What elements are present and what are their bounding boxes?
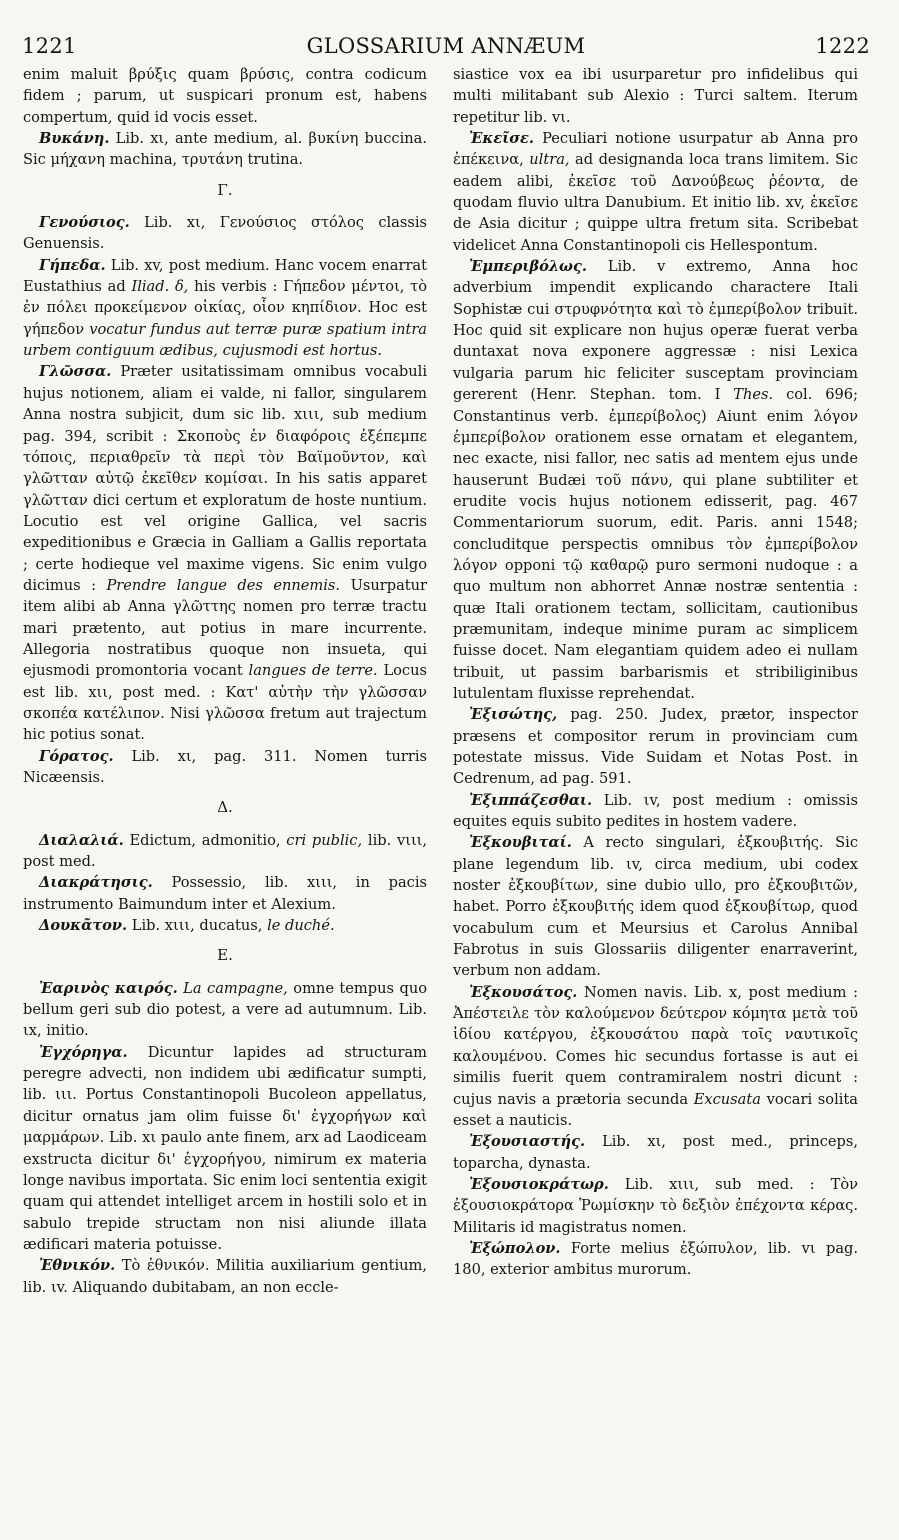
entry-continuation: enim maluit βρύξις quam βρύσις, contra codicum fidem ; parum, ut suspicari pronum est, habens compertum, quid id vocis esset. [23,66,427,126]
entry-enchorega: Ἐγχόρηγα. Dicuntur lapides ad structuram peregre advecti, non indidem ubi ædificatur sumpti, lib. ιιι. Portus Constantinopoli Bucoleon appellatus, dicitur ornatus jam olim fuisse δι' ἐγχορήγων καὶ μαρμάρων. Lib. xι paulo ante finem, arx ad Laodiceam exstructa dicitur δι' ἐγχορήγου, nimirum ex materia longe navibus importata. Sic enim loci sententia exigit quam qui attendet intelliget arcem in hostili solo et in sabulo trepide structam non nisi aliunde illata ædificari materia potuisse. [23,1043,427,1253]
entry-ethnikon: Ἐθνικόν. Τὸ ἐθνικόν. Militia auxiliarium gentium, lib. ιv. Aliquando dubitabam, an non eccle- [23,1257,427,1296]
headword: Ἐθνικόν. [39,1257,116,1275]
headword: Ἐγχόρηγα. [39,1043,128,1061]
entry-exousiokrator: Ἐξουσιοκράτωρ. Lib. xιιι, sub med. : Τὸν ἐξουσιοκράτορα Ῥωμίσκην τὸ δεξιὸν ἐπέχοντα κέρας. Militaris id magistratus nomen. [453,1175,858,1236]
headword: Βυκάνη. [39,130,110,148]
headword: Ἐξουσιοκράτωρ. [469,1175,609,1193]
headword: Ἐξιππάζεσθαι. [469,791,593,809]
entry-continuation: siastice vox ea ibi usurparetur pro infidelibus qui multi militabant sub Alexio : Turci saltem. Iterum repetitur lib. vι. [453,66,858,126]
left-column [23,64,427,1298]
entry-exisotes: Ἐξισώτης, pag. 250. Judex, prætor, inspector præsens et compositor rerum in provinciam cum potestate missus. Vide Suidam et Notas Post. in Cedrenum, ad pag. 591. [453,706,859,788]
headword: Ἐξισώτης, [469,706,558,724]
entry-doukaton: Δουκᾶτον. Lib. xιιι, ducatus, le duché. [39,917,335,935]
entry-exkousatos: Ἐξκουσάτος. Nomen navis. Lib. x, post medium : Ἀπέστειλε τὸν καλούμενον δεύτερον κόμητα μετὰ τοῦ ἰδίου κατέργου, ἐξκουσάτου παρὰ τοῖς ναυτικοῖς καλουμένου. Comes hic secundus fortasse is aut ei similis fuerit quem contramiralem nostri dicunt : cujus navis a prætoria secunda Excusata vocari solita esset a nauticis. [453,983,859,1129]
headword: Ἐαρινὸς καιρός. [39,979,178,997]
headword: Ἐξουσιαστής. [469,1133,586,1151]
headword: Γήπεδα. [39,256,106,274]
headword: Γόρατος. [39,747,114,765]
entry-exippazesthai: Ἐξιππάζεσθαι. Lib. ιv, post medium : omissis equites equis subito pedites in hostem vadere. [453,791,858,831]
headword: Γλῶσσα. [39,363,112,381]
entry-glossa: Γλῶσσα. Præter usitatissimam omnibus vocabuli hujus notionem, aliam ei valde, ni fallor, singularem Anna nostra subjicit, dum sic lib. xιιι, sub medium pag. 394, scribit : Σκοποὺς ἐν διαφόροις ἐξέπεμπε τόποις, περιαθρεῖν τὰ περὶ τὸν Βαϊμοῦντον, καὶ γλῶτταν αὐτῷ ἐκεῖθεν κομίσαι. In his satis apparet γλῶτταν dici certum et exploratum de hoste nuntium. Locutio est vel origine Gallica, vel sacris expeditionibus e Græcia in Galliam a Gallis reportata ; certe hodieque vel maxime vigens. Sic enim vulgo dicimus : Prendre langue des ennemis. Usurpatur item alibi ab Anna γλῶττης nomen pro terræ tractu mari prætento, aut potius in mare incurrente. Allegoria nostratibus quoque non insueta, qui ejusmodi promontoria vocant langues de terre. Locus est lib. xιι, post med. : Κατ' αὐτὴν τὴν γλῶσσαν σκοπέα κατέλιπον. Nisi γλῶσσα fretum aut trajectum hic potius sonat. [23,363,428,744]
section-letter-delta: Δ. [217,798,233,817]
headword: Διαλαλιά. [39,831,124,849]
entry-genousios: Γενούσιος. Lib. xι, Γενούσιος στόλος classis Genuensis. [23,214,428,253]
headword: Διακράτησις. [39,874,153,892]
entry-ekeise: Ἐκεῖσε. Peculiari notione usurpatur ab Anna pro ἐπέκεινα, ultra, ad designanda loca trans limitem. Sic eadem alibi, ἐκεῖσε τοῦ Δανούβεως ῥέοντα, de quodam fluvio ultra Danubium. Et initio lib. xv, ἐκεῖσε de Asia dicitur ; quippe ultra fretum sita. Scribebat videlicet Anna Constantinopoli cis Hellespontum. [453,130,859,254]
page-number-right: 1222 [815,34,870,58]
entry-exopolon: Ἐξώπολον. Forte melius ἐξώπυλον, lib. vι pag. 180, exterior ambitus murorum. [453,1239,859,1279]
headword: Ἐξκουσάτος. [469,983,578,1001]
entry-exousiastes: Ἐξουσιαστής. Lib. xι, post med., princeps, toparcha, dynasta. [453,1133,859,1172]
entry-gepeda: Γήπεδα. Lib. xv, post medium. Hanc vocem enarrat Eustathius ad Iliad. δ, his verbis : Γήπεδον μέντοι, τὸ ἐν πόλει προκείμενον οἰκίας, οἷον κηπίδιον. Hoc est γήπεδον vocatur fundus aut terræ puræ spatium intra urbem contiguum ædibus, cujusmodi est hortus. [23,256,428,360]
right-column [453,64,858,1281]
entry-emperibolos: Ἐμπεριβόλως. Lib. v extremo, Anna hoc adverbium impendit explicando characterе Itali Sophistæ cui στρυφνότητα καὶ τὸ ἐμπερίβολον tribuit. Hoc quid sit explicare non hujus operæ fuerat verba duntaxat nova exponere aggressæ : nisi Lexica vulgaria parum hic feliciter susceptam provinciam gererent (Henr. Stephan. tom. I Thes. col. 696; Constantinus verb. ἐμπερίβολος) Aiunt enim λόγον ἐμπερίβολον orationem esse ornatam et elegantem, nec exacte, nisi fallor, nec satis ad mentem ejus unde hauserunt Budæi τοῦ πάνυ, qui plane subtiliter et erudite vocis hujus notionem edisserit, pag. 467 Commentariorum suorum, edit. Paris. anni 1548; concluditque perspectis omnibus τὸν ἐμπερίβολον λόγον opponi τῷ καθαρῷ puro sermoni nudoque : a quo multum non abhorret Annæ nostræ sententia : quæ Itali orationem tectam, sollicitam, cautionibus præmunitam, indeque minime puram ac simplicem fuisse docet. Nam elegantiam quidem adeo ei nullam tribuit, ut passim barbarismis et stribiliginibus lutulentam fluxisse reprehendat. [453,258,858,702]
headword: Ἐξώπολον. [469,1239,561,1257]
entry-exkoubitai: Ἐξκουβιταί. A recto singulari, ἐξκουβιτής. Sic plane legendum lib. ιv, circa medium, ubi codex noster ἐξκουβίτων, sine dubio ullo, pro ἐξκουβιτῶν, habet. Porro ἐξκουβιτής idem quod ἐξκουβίτωρ, quod vocabulum cum et Meursius et Carolus Annibal Fabrotus in suis Glossariis diligenter enarraverint, verbum non addam. [453,834,858,980]
page-header [22,34,870,60]
entry-earinos-kairos: Ἐαρινὸς καιρός. La campagne, omne tempus quo bellum geri sub dio potest, a vere ad autumnum. Lib. ιx, initio. [23,979,427,1040]
headword: Δουκᾶτον. [39,917,128,935]
entry-bykane: Βυκάνη. Lib. xι, ante medium, al. βυκίνη buccina. Sic μήχανη machina, τρυτάνη trutina. [23,130,427,169]
headword: Γενούσιος. [39,214,130,232]
entry-diakratesis: Διακράτησις. Possessio, lib. xιιι, in pacis instrumento Baimundum inter et Alexium. [23,874,428,913]
section-letter-epsilon: E. [217,946,233,965]
entry-goratos: Γόρατος. Lib. xι, pag. 311. Nomen turris Nicæensis. [23,747,428,786]
page-number-left: 1221 [22,34,77,58]
running-title: GLOSSARIUM ANNÆUM [306,34,586,58]
headword: Ἐμπεριβόλως. [469,258,587,276]
headword: Ἐκεῖσε. [469,130,534,148]
entry-dialalia: Διαλαλιά. Edictum, admonitio, cri public, lib. vιιι, post med. [23,831,428,871]
section-letter-gamma: Γ. [217,180,233,199]
headword: Ἐξκουβιταί. [469,834,572,852]
